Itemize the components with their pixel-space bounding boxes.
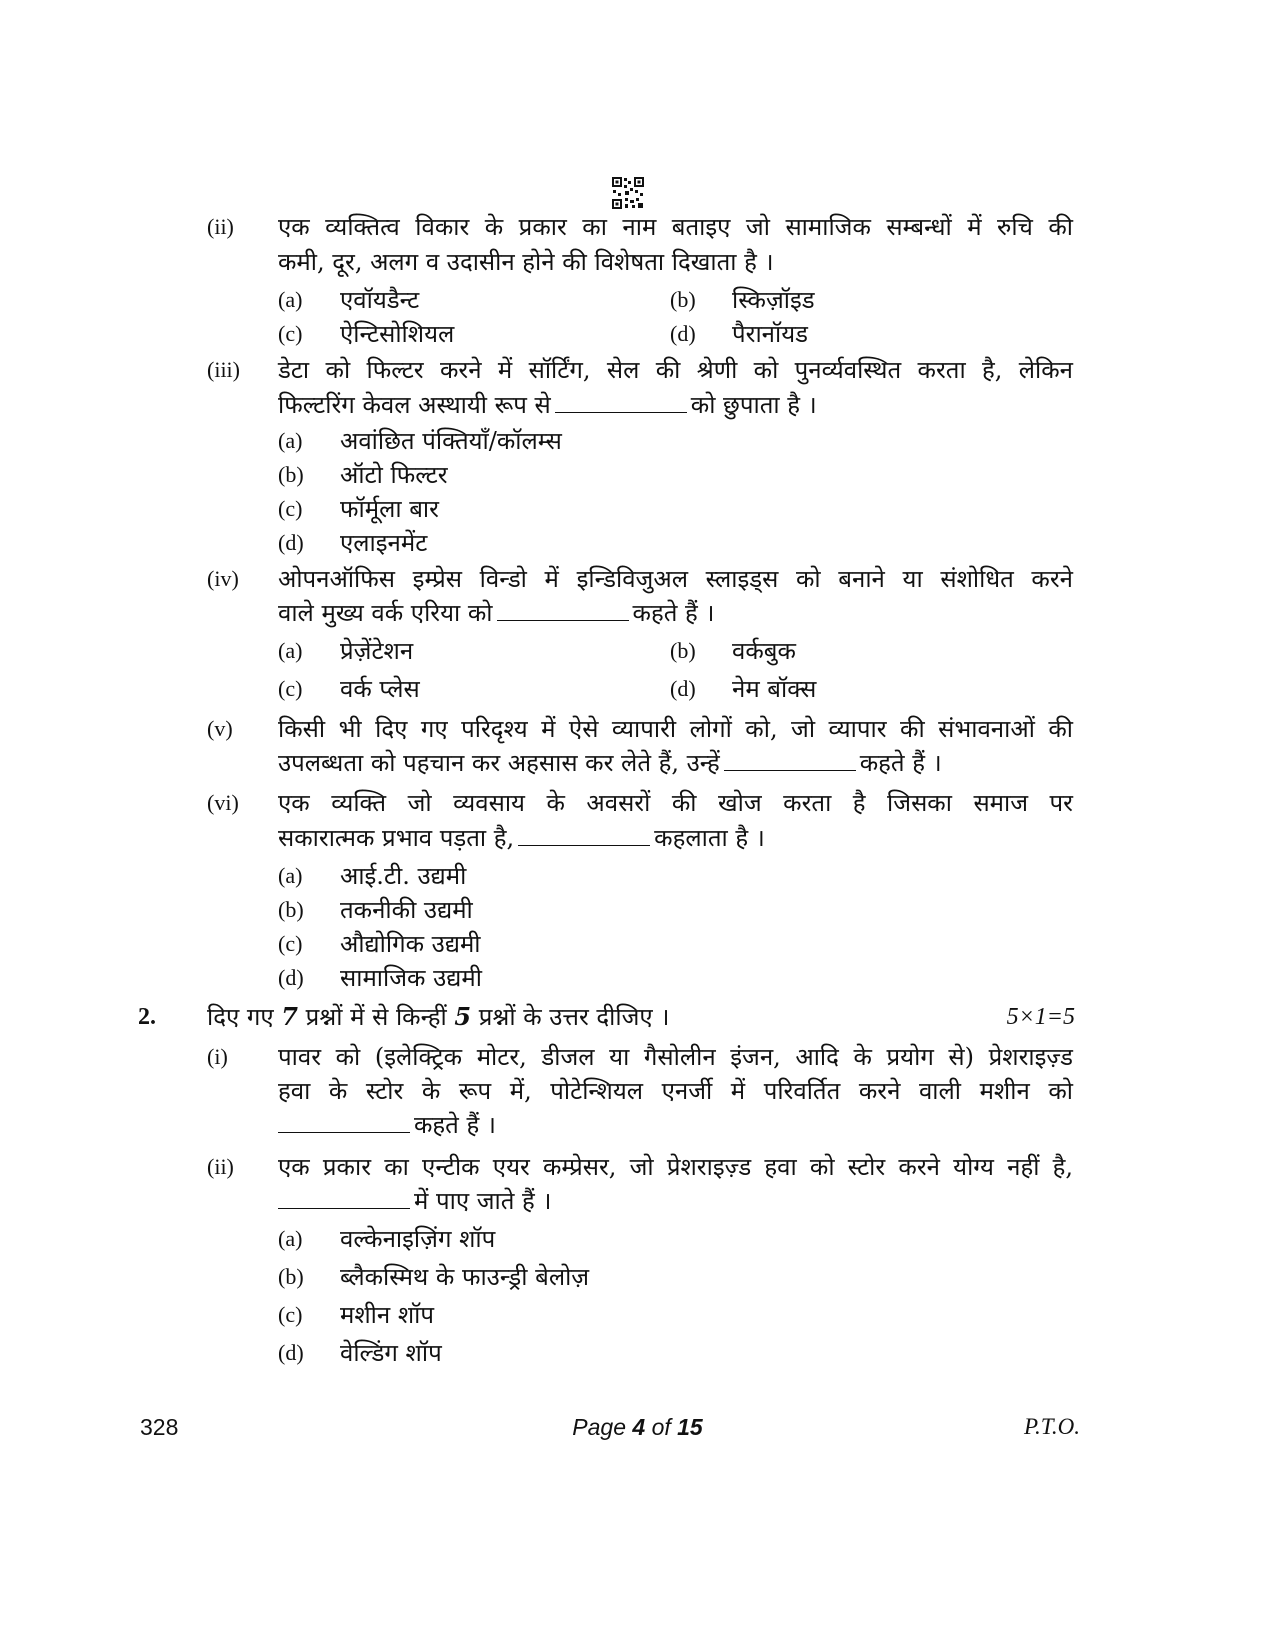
question-number: 2. [138,1004,156,1030]
option-text: पैरानॉयड [732,320,808,348]
qr-code [611,176,645,210]
option-label: (d) [278,530,304,555]
option-label: (c) [278,931,303,956]
option-label: (d) [278,1340,304,1365]
question-number: (iii) [207,357,240,382]
question-number: (iv) [207,566,239,591]
question-text: डेटा को फिल्टर करने में सॉर्टिंग, सेल की श्रेणी को पुनर्व्यवस्थित करता है, लेकिन [278,356,1073,384]
answer-blank [518,825,650,846]
question-text: कमी, दूर, अलग व उदासीन होने की विशेषता दिखाता है । [278,248,774,276]
option-text: फॉर्मूला बार [340,495,439,523]
option-label: (b) [278,462,304,487]
question-instruction: दिए गए 7 प्रश्नों में से किन्हीं 5 प्रश्नों के उत्तर दीजिए । [207,1002,670,1031]
option-label: (a) [278,428,303,453]
option-text: स्किज़ॉइड [732,286,815,314]
question-number: (ii) [207,1154,234,1179]
option-text: ब्लैकस्मिथ के फाउन्ड्री बेलोज़ [340,1263,590,1291]
option-label: (d) [670,676,696,701]
page-number: Page 4 of 15 [572,1414,703,1440]
option-label: (a) [278,863,303,888]
option-text: अवांछित पंक्तियाँ/कॉलम्स [340,427,562,455]
option-label: (c) [278,496,303,521]
option-label: (d) [278,965,304,990]
option-text: वल्केनाइज़िंग शॉप [340,1225,496,1253]
answer-blank [497,600,629,621]
question-text: एक व्यक्ति जो व्यवसाय के अवसरों की खोज करता है जिसका समाज पर [278,789,1073,817]
question-text: एक प्रकार का एन्टीक एयर कम्प्रेसर, जो प्रेशराइज़्ड हवा को स्टोर करने योग्य नहीं है, [278,1153,1073,1181]
question-number: (v) [207,716,233,741]
option-text: औद्योगिक उद्यमी [340,930,481,958]
option-text: आई.टी. उद्यमी [340,862,467,890]
answer-blank [555,392,687,413]
option-label: (d) [670,321,696,346]
question-text: हवा के स्टोर के रूप में, पोटेन्शियल एनर्जी में परिवर्तित करने वाली मशीन को [278,1077,1073,1105]
answer-blank [278,1188,410,1209]
option-text: मशीन शॉप [340,1301,435,1329]
option-label: (c) [278,676,303,701]
question-text: फिल्टरिंग केवल अस्थायी रूप से को छुपाता है । [278,391,817,419]
option-label: (a) [278,1226,303,1251]
option-text: सामाजिक उद्यमी [340,964,482,992]
paper-code: 328 [140,1414,179,1440]
question-text: में पाए जाते हैं । [278,1184,552,1218]
marks-allocation: 5×1=5 [1006,1004,1075,1030]
option-label: (a) [278,287,303,312]
question-text: पावर को (इलेक्ट्रिक मोटर, डीजल या गैसोलीन इंजन, आदि के प्रयोग से) प्रेशराइज़्ड [278,1043,1073,1071]
please-turn-over: P.T.O. [1023,1414,1080,1439]
question-text: कहते हैं । [278,1108,496,1142]
option-label: (b) [670,287,696,312]
option-label: (c) [278,1302,303,1327]
option-label: (b) [278,897,304,922]
question-number: (vi) [207,790,239,815]
option-label: (b) [670,638,696,663]
option-text: वर्क प्लेस [340,675,420,703]
option-label: (b) [278,1264,304,1289]
question-text: वाले मुख्य वर्क एरिया को कहते हैं । [278,599,715,627]
option-text: एलाइनमेंट [340,529,428,557]
question-number: (ii) [207,214,234,239]
option-text: ऑटो फिल्टर [340,461,448,489]
option-label: (a) [278,638,303,663]
answer-blank [278,1112,410,1133]
question-text: ओपनऑफिस इम्प्रेस विन्डो में इन्डिविजुअल स्लाइड्स को बनाने या संशोधित करने [278,565,1073,593]
option-text: नेम बॉक्स [732,675,817,703]
option-text: एवॉयडैन्ट [340,286,420,314]
option-text: वेल्डिंग शॉप [340,1339,442,1367]
question-text: उपलब्धता को पहचान कर अहसास कर लेते हैं, उन्हें कहते हैं । [278,749,942,777]
option-label: (c) [278,321,303,346]
question-text: सकारात्मक प्रभाव पड़ता है, कहलाता है । [278,824,765,852]
question-text: किसी भी दिए गए परिदृश्य में ऐसे व्यापारी लोगों को, जो व्यापार की संभावनाओं की [278,715,1073,743]
option-text: प्रेज़ेंटेशन [340,637,414,665]
option-text: तकनीकी उद्यमी [340,896,473,924]
option-text: ऐन्टिसोशियल [340,320,455,348]
option-text: वर्कबुक [732,637,796,665]
question-text: एक व्यक्तित्व विकार के प्रकार का नाम बताइए जो सामाजिक सम्बन्धों में रुचि की [278,213,1073,241]
question-number: (i) [207,1044,228,1069]
answer-blank [724,750,856,771]
